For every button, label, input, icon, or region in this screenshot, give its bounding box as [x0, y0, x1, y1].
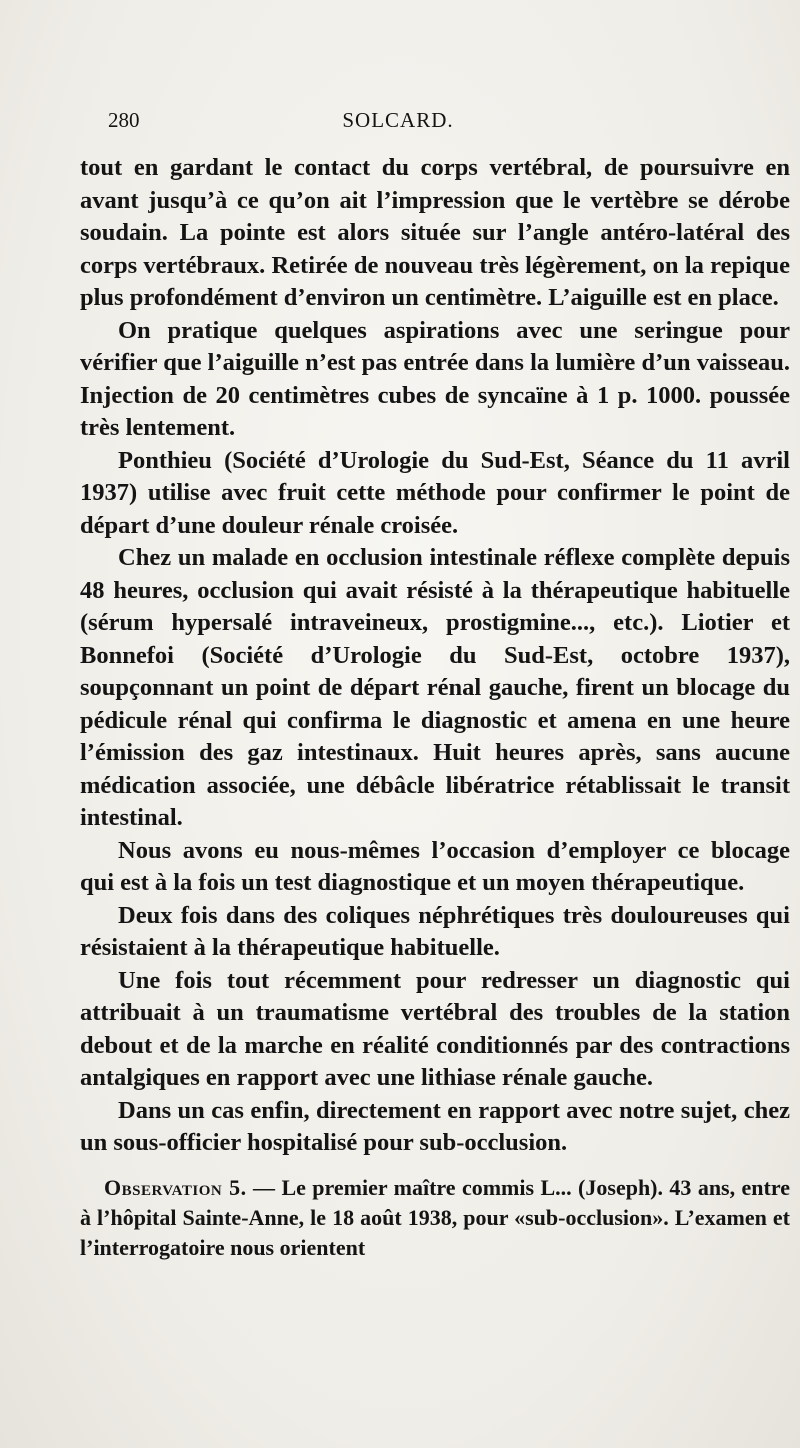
page-header	[108, 108, 748, 136]
paragraph-aspiration: On pratique quelques aspirations avec une seringue pour vérifier que l’aiguille n’est pas entrée dans la lumière d’un vaisseau. Injection de 20 centimètres cubes de syncaïne à 1 p. 1000. poussée très lentement.	[80, 316, 790, 441]
observation-text: — Le premier maître commis L... (Joseph). 43 ans, entre à l’hôpital Sainte-Anne, le 18 août 1938, pour «sub-occlusion». L’examen et l’interrogatoire nous orientent	[80, 1175, 790, 1260]
paragraph-subject-case: Dans un cas enfin, directement en rapport avec notre sujet, chez un sous-officier hospitalisé pour sub-occlusion.	[80, 1096, 790, 1156]
page-number: 280	[108, 108, 140, 132]
paragraph-ponthieu: Ponthieu (Société d’Urologie du Sud-Est, Séance du 11 avril 1937) utilise avec fruit cette méthode pour confirmer le point de départ d’une douleur rénale croisée.	[80, 446, 790, 539]
observation-label: Observation 5.	[104, 1175, 247, 1200]
paragraph-diagnosis-case: Une fois tout récemment pour redresser un diagnostic qui attribuait à un traumatisme vertébral des troubles de la station debout et de la marche en réalité conditionnés par des contractions antalgiques en rapport avec une lithiase rénale gauche.	[80, 966, 790, 1091]
paragraph-colic-cases: Deux fois dans des coliques néphrétiques très douloureuses qui résistaient à la thérapeutique habituelle.	[80, 901, 790, 961]
running-title: SOLCARD.	[342, 108, 454, 132]
paragraph-continuation: tout en gardant le contact du corps vertébral, de poursuivre en avant jusqu’à ce qu’on ait l’impression que le vertèbre se dérobe soudain. La pointe est alors située sur l’angle antéro-latéral des corps vertébraux. Retirée de nouveau très légèrement, on la repique plus profondément d’environ un centimètre. L’aiguille est en place.	[80, 154, 790, 311]
paragraph-occlusion-case: Chez un malade en occlusion intestinale réflexe complète depuis 48 heures, occlusion qui avait résisté à la thérapeutique habituelle (sérum hypersalé intraveineux, prostigmine..., etc.). Liotier et Bonnefoi (Société d’Urologie du Sud-Est, octobre 1937), soupçonnant un point de départ rénal gauche, firent un blocage du pédicule rénal qui confirma le diagnostic et amena en une heure l’émission des gaz intestinaux. Huit heures après, sans aucune médication associée, une débâcle libératrice rétablissait le transit intestinal.	[80, 544, 790, 831]
observation-paragraph	[80, 1173, 790, 1263]
paragraph-own-experience: Nous avons eu nous-mêmes l’occasion d’employer ce blocage qui est à la fois un test diagnostique et un moyen thérapeutique.	[80, 836, 790, 896]
body-text	[80, 152, 790, 1160]
